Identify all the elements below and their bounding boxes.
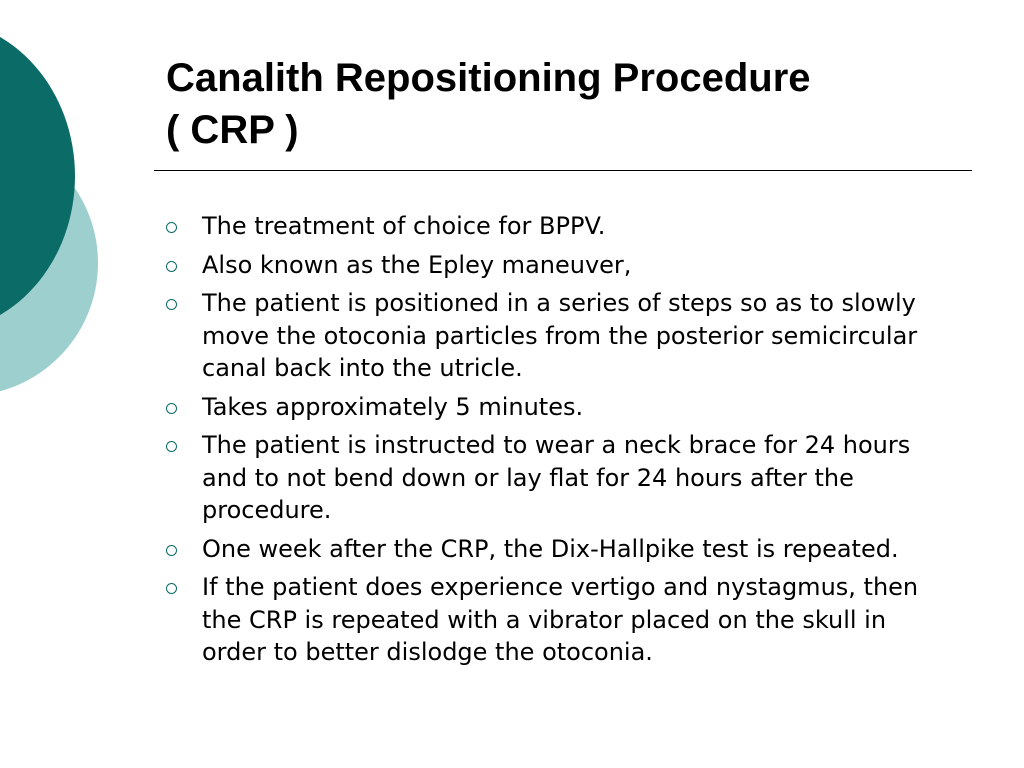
bullet-text: The treatment of choice for BPPV.	[202, 212, 606, 240]
bullet-text: The patient is positioned in a series of steps so as to slowly move the otoconia particles from the posterior semicircular canal back into the utricle.	[202, 289, 918, 382]
bullet-item	[166, 533, 956, 566]
title-divider	[154, 170, 972, 171]
bullet-list	[166, 210, 956, 675]
bullet-item	[166, 391, 956, 424]
hollow-circle-icon	[166, 210, 202, 243]
hollow-circle-icon	[166, 429, 202, 462]
bullet-item	[166, 287, 956, 385]
bullet-text: If the patient does experience vertigo and nystagmus, then the CRP is repeated with a vibrator placed on the skull in order to better dislodge the otoconia.	[202, 573, 919, 666]
bullet-text: The patient is instructed to wear a neck brace for 24 hours and to not bend down or lay flat for 24 hours after the procedure.	[202, 431, 911, 524]
bullet-text: One week after the CRP, the Dix-Hallpike test is repeated.	[202, 534, 899, 563]
hollow-circle-icon	[166, 571, 202, 604]
title-line-2: ( CRP )	[166, 108, 299, 152]
hollow-circle-icon	[166, 287, 202, 320]
bullet-item	[166, 429, 956, 527]
hollow-circle-icon	[166, 249, 202, 282]
bullet-item	[166, 249, 956, 282]
bullet-item	[166, 210, 956, 243]
bullet-text: Also known as the Epley maneuver,	[202, 250, 632, 279]
slide-title	[166, 52, 986, 156]
hollow-circle-icon	[166, 391, 202, 424]
hollow-circle-icon	[166, 533, 202, 566]
bullet-text: Takes approximately 5 minutes.	[202, 392, 584, 421]
title-line-1: Canalith Repositioning Procedure	[166, 56, 811, 100]
bullet-item	[166, 571, 956, 669]
